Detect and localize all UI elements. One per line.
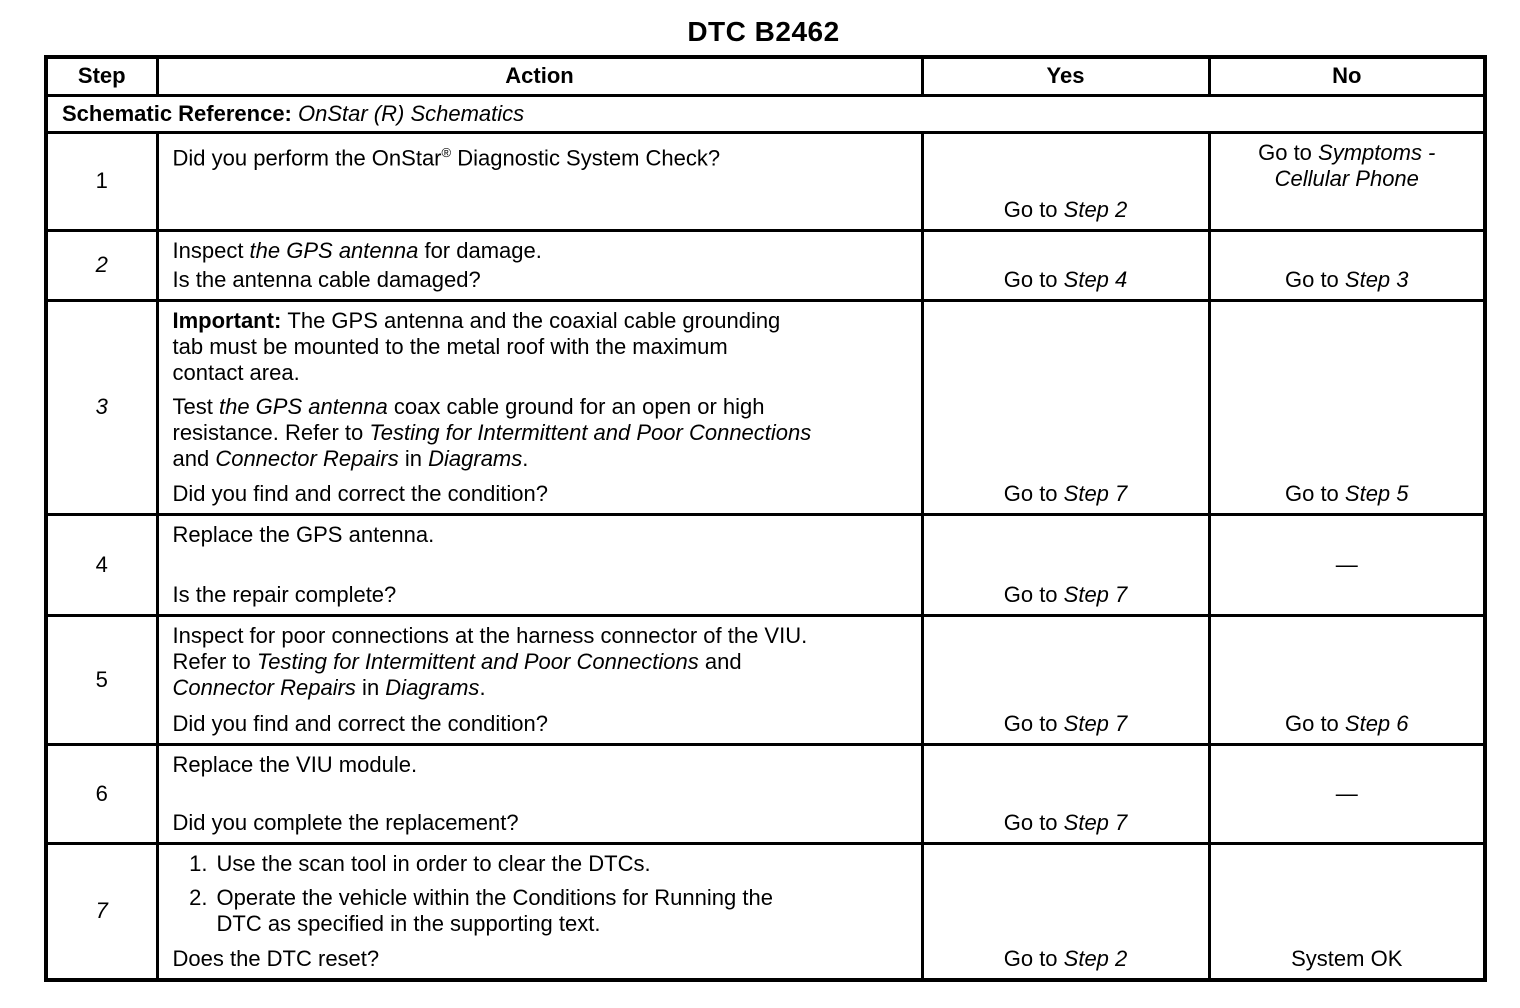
action-paragraph <box>173 522 911 548</box>
col-header-yes: Yes <box>922 57 1209 95</box>
text-segment: Testing for Intermittent and Poor Connections <box>369 420 812 445</box>
no-answer <box>1285 267 1409 293</box>
action-paragraph <box>173 140 911 171</box>
action-paragraph <box>173 394 911 472</box>
text-segment: Symptoms - <box>1318 139 1436 165</box>
no-answer <box>1285 711 1409 737</box>
text-segment: Go to <box>1003 809 1064 835</box>
text-segment: Diagrams <box>385 674 480 700</box>
text-segment: Replace the VIU module. <box>172 751 418 777</box>
text-segment: coax cable ground for an open or high <box>387 394 765 419</box>
text-segment: OnStar (R) Schematics <box>298 100 525 126</box>
text-segment: Connector Repairs <box>215 446 399 471</box>
dtc-table <box>44 55 1487 982</box>
text-segment: Step 7 <box>1063 809 1128 835</box>
yes-answer <box>1004 267 1128 293</box>
no-answer <box>1336 781 1358 807</box>
text-segment: Test <box>172 394 219 419</box>
text-segment: Schematic Reference: <box>62 100 298 126</box>
text-segment: — <box>1335 780 1358 806</box>
no-cell <box>1209 744 1485 843</box>
text-segment: Go to <box>1284 710 1345 736</box>
text-segment: System OK <box>1291 945 1403 971</box>
text-segment: Did you perform the OnStar <box>172 144 442 170</box>
yes-cell <box>922 230 1209 300</box>
yes-answer <box>1004 481 1128 507</box>
text-segment: Replace the GPS antenna. <box>172 521 435 547</box>
text-segment: Step 3 <box>1344 266 1409 292</box>
text-segment: Inspect <box>172 237 250 263</box>
text-segment: Refer to <box>172 648 257 674</box>
text-segment: Go to <box>1284 480 1345 506</box>
yes-answer <box>1004 946 1128 972</box>
text-segment: tab must be mounted to the metal roof with the maximum <box>172 333 728 359</box>
action-paragraph <box>173 267 911 293</box>
no-cell <box>1209 615 1485 744</box>
text-segment: Go to <box>1003 945 1064 971</box>
text-segment: Step 7 <box>1063 710 1128 736</box>
text-segment: Important: <box>172 307 288 333</box>
text-segment: contact area. <box>172 359 300 385</box>
text-segment: Go to <box>1003 266 1064 292</box>
list-text <box>217 885 911 937</box>
yes-cell <box>922 300 1209 514</box>
step-number: 7 <box>46 843 157 980</box>
no-answer <box>1336 552 1358 578</box>
page-title: DTC B2462 <box>687 16 840 47</box>
action-paragraph <box>173 711 911 737</box>
text-segment: Step 2 <box>1063 945 1128 971</box>
yes-cell <box>922 615 1209 744</box>
no-answer <box>1291 946 1402 972</box>
text-segment: ® <box>441 144 452 160</box>
step-number: 6 <box>46 744 157 843</box>
no-cell <box>1209 300 1485 514</box>
table-row <box>46 514 1485 615</box>
action-paragraph <box>173 946 911 972</box>
text-segment: Connector Repairs <box>172 674 356 700</box>
header-row <box>46 57 1485 95</box>
col-header-no: No <box>1209 57 1485 95</box>
no-cell <box>1209 230 1485 300</box>
text-segment: Did you find and correct the condition? <box>172 480 548 506</box>
step-number: 5 <box>46 615 157 744</box>
step-number: 3 <box>46 300 157 514</box>
text-segment: Step 5 <box>1344 480 1409 506</box>
text-segment: Testing for Intermittent and Poor Connections <box>256 648 699 674</box>
action-cell <box>157 514 922 615</box>
action-cell <box>157 132 922 230</box>
yes-answer <box>1004 582 1128 608</box>
text-segment: and <box>698 648 742 674</box>
step-number: 4 <box>46 514 157 615</box>
step-number: 1 <box>46 132 157 230</box>
yes-answer <box>1004 197 1128 223</box>
action-paragraph <box>173 623 911 701</box>
table-row <box>46 300 1485 514</box>
text-segment: the GPS antenna <box>218 394 388 419</box>
text-segment: Go to <box>1003 196 1064 222</box>
no-answer <box>1258 140 1435 192</box>
text-segment: the GPS antenna <box>249 237 419 263</box>
text-segment: Step 7 <box>1063 480 1128 506</box>
action-paragraph <box>173 238 911 264</box>
yes-cell <box>922 514 1209 615</box>
text-segment: Go to <box>1003 710 1064 736</box>
action-cell <box>157 300 922 514</box>
schematic-reference-row <box>46 95 1485 132</box>
action-paragraph <box>173 752 911 778</box>
yes-cell <box>922 843 1209 980</box>
text-segment: Did you find and correct the condition? <box>172 710 548 736</box>
action-cell <box>157 744 922 843</box>
text-segment: DTC as specified in the supporting text. <box>216 911 601 936</box>
yes-answer <box>1004 810 1128 836</box>
no-cell <box>1209 843 1485 980</box>
action-cell <box>157 230 922 300</box>
list-number: 1. <box>189 850 208 876</box>
no-cell <box>1209 132 1485 230</box>
text-segment: Step 4 <box>1063 266 1128 292</box>
text-segment: Use the scan tool in order to clear the DTCs. <box>216 850 651 876</box>
text-segment: The GPS antenna and the coaxial cable grounding <box>287 307 781 333</box>
list-text <box>217 851 911 877</box>
col-header-action: Action <box>157 57 922 95</box>
text-segment: Did you complete the replacement? <box>172 809 519 835</box>
text-segment: Does the DTC reset? <box>172 945 380 971</box>
text-segment: Diagrams <box>428 446 523 471</box>
table-row <box>46 615 1485 744</box>
text-segment: for damage. <box>418 237 542 263</box>
text-segment: Inspect for poor connections at the harness connector of the VIU. <box>172 622 808 648</box>
text-segment: in <box>355 674 386 700</box>
table-row <box>46 132 1485 230</box>
text-segment: Step 7 <box>1063 581 1128 607</box>
action-cell <box>157 615 922 744</box>
action-paragraph <box>173 481 911 507</box>
step-number: 2 <box>46 230 157 300</box>
text-segment: . <box>479 674 486 700</box>
action-paragraph <box>173 582 911 608</box>
text-segment: Step 2 <box>1063 196 1128 222</box>
yes-cell <box>922 744 1209 843</box>
action-list-item <box>187 885 911 937</box>
text-segment: Go to <box>1003 480 1064 506</box>
text-segment: Go to <box>1258 139 1319 165</box>
yes-cell <box>922 132 1209 230</box>
action-cell <box>157 843 922 980</box>
action-paragraph <box>173 308 911 386</box>
table-row <box>46 744 1485 843</box>
text-segment: Is the antenna cable damaged? <box>172 266 481 292</box>
no-cell <box>1209 514 1485 615</box>
action-paragraph <box>173 810 911 836</box>
text-segment: Operate the vehicle within the Conditions for Running the <box>216 885 773 910</box>
text-segment: Go to <box>1003 581 1064 607</box>
action-list-item <box>187 851 911 877</box>
text-segment: and <box>172 446 216 471</box>
yes-answer <box>1004 711 1128 737</box>
text-segment: Step 6 <box>1344 710 1409 736</box>
no-answer <box>1285 481 1409 507</box>
text-segment: Diagnostic System Check? <box>451 144 721 170</box>
table-row <box>46 230 1485 300</box>
list-number: 2. <box>189 885 208 910</box>
table-row <box>46 843 1485 980</box>
text-segment: Is the repair complete? <box>172 581 397 607</box>
text-segment: resistance. Refer to <box>172 420 370 445</box>
text-segment: — <box>1335 551 1358 577</box>
col-header-step: Step <box>46 57 157 95</box>
schematic-reference <box>46 95 1485 132</box>
text-segment: Cellular Phone <box>1274 165 1419 191</box>
text-segment: Go to <box>1284 266 1345 292</box>
text-segment: in <box>398 446 429 471</box>
text-segment: . <box>522 446 529 471</box>
